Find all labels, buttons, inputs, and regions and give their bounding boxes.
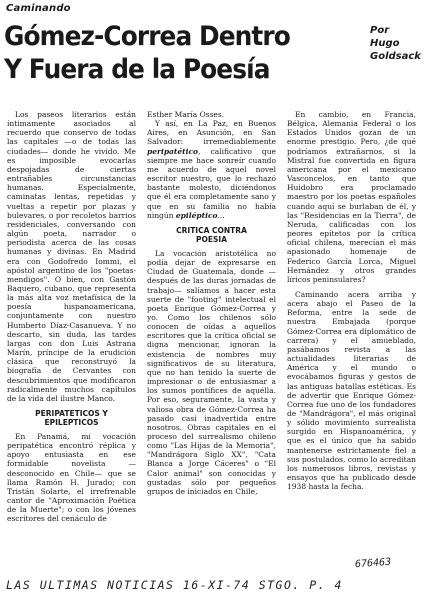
subheading-peripateticos bbox=[7, 409, 136, 427]
subheading-critica bbox=[147, 226, 276, 244]
byline-prefix: Por bbox=[370, 25, 390, 36]
emphasis-epileptico: epiléptico bbox=[175, 210, 218, 220]
headline-line-2: Y Fuera de la Poesía bbox=[4, 54, 270, 85]
text-run: Y así, en La Paz, en Buenos Aires, en Asunción, en San Salvador: irremediablemente bbox=[147, 119, 276, 147]
headline-line-1: Gómez-Correa Dentro bbox=[4, 21, 290, 52]
paragraph: Esther María Osses. bbox=[147, 110, 225, 119]
paragraph bbox=[147, 119, 276, 220]
archive-stamp: 676463 bbox=[354, 556, 392, 571]
byline-name-1: Hugo bbox=[370, 38, 400, 49]
subheading-line: PERIPATETICOS Y bbox=[35, 409, 108, 418]
paragraph: Caminando acera arriba y acera abajo el Paseo de la Reforma, entre la sede de nuestra Embajada (porque Gómez-Correa era diplomático de carrera) y el amueblado, pasábamos revista a las actualidades literarias de América y el mundo o evocábamos figuras y gestos de las antiguas batallas estéticas. Es de advertir que Enrique Gómez-Correa fue uno de los fundadores de "Mandrágora", el más original y sólido movimiento surrealista surgido en Hispanoamérica, y que es el único que ha sabido mantenerse estrictamente fiel a sus postulados, como lo acreditan los numerosos libros, revistas y ensayos que ha publicado desde 1938 hasta la fecha. bbox=[287, 289, 416, 492]
paragraph: La vocación aristotélica no podía dejar de expresarse en Ciudad de Guatemala, donde —después de las duras jornadas de trabajo— salíamos a hacer esta suerte de "footing" intelectual el poeta Enrique Gómez-Correa y yo. Como los chilenos sólo conocen de oídas a aquellos escritores que la crítica oficial se digna mencionar, ignoran la existencia de nombres muy significativos de su literatura, que no han tenido la suerte de impresionar o de entusiasmar a los sumos pontífices de aquélla. Por eso, seguramente, la vasta y valiosa obra de Gómez-Correa ha pasado casi inadvertida entre nosotros. Obras capitales en el proceso del surrealismo chileno como "Las Hijas de la Memoria", "Mandrágora Siglo XX", "Cata Blanca a Jorge Cáceres" o "El Calor animal" son conocidas y gustadas sólo por pequeños grupos de iniciados en Chile, bbox=[147, 248, 276, 496]
paragraph: En Panamá, mi vocación peripatética encontró réplica y apoyo entusiasta en ese formidable novelista —desconocido en Chile— que se llama Ramón H. Jurado; con Tristán Solarte, el irrefrenable cantor de "Aproximación Poética de la Muerte"; o con los jóvenes escritores del cenáculo de bbox=[7, 432, 136, 524]
article-column-1 bbox=[7, 110, 136, 560]
text-run: ... bbox=[217, 210, 225, 220]
subheading-line: POESIA bbox=[196, 234, 227, 244]
paragraph: En cambio, en Francia, Bélgica, Alemania Federal o los Estados Unidos gozan de un enorme prestigio. Pero, ¿de qué podríamos extrañarnos, si la Mistral fue convertida en figura americana por el mexicano Vasconcelos, en tanto que Huidobro era proclamado maestro por los poetas españoles cuando aquí se burlaban de él, y las "Residencias en la Tierra", de Neruda, calificadas con los peores epítetos por la crítica oficial chilena, merecían el más apasionado homenaje de Federico García Lorca, Miguel Hernández y otros grandes líricos peninsulares? bbox=[287, 110, 416, 284]
handwritten-source-note: LAS ULTIMAS NOTICIAS 16-XI-74 STGO. P. 4 bbox=[6, 578, 343, 592]
byline bbox=[360, 24, 422, 63]
text-run: , calificativo que siempre me hace sonreír cuando me acuerdo de aquel novel escritor nuestro, que lo rechazó bastante molesto, diciéndonos que él era completamente sano y que en su familia no había ningún bbox=[147, 146, 276, 220]
subheading-line: EPILEPTICOS bbox=[44, 418, 99, 427]
paragraph: Los paseos literarios están íntimamente asociados al recuerdo que conservo de todas las capitales —o de todas las ciudades— donde he vivido. Me es imposible evocarlas despojadas de ciertas entrañables circunstancias humanas. Especialmente, caminatas lentas, repetidas y vueltas a repetir por plazas y bulevares, o por recoletos barrios residenciales, conversando con algún poeta, narrador o periodista acerca de las cosas humanas y divinas. En Madrid era con Godofredo Iommi, el apóstol argentino de los "poetas-mendigos". O bien, con Gastón Baquero, cubano, que representa la más alta voz metafísica de la poesía hispanoamericana, conjuntamente con nuestro Humberto Díaz-Casanueva. Y no descarto, sin duda, las tardes largas con don Luis Astrana Marín, príncipe de la erudición clásica que reconstruyó la biografía de Cervantes con descubrimientos que modificaron radicalmente muchos capítulos de la vida del ilustre Manco. bbox=[7, 110, 136, 403]
article-column-3 bbox=[287, 110, 416, 560]
emphasis-peripatetico: peripatético bbox=[147, 146, 199, 156]
article-column-2 bbox=[147, 110, 276, 560]
subheading-line: CRITICA CONTRA bbox=[176, 225, 247, 235]
section-kicker: Caminando bbox=[6, 3, 71, 14]
byline-name-2: Goldsack bbox=[370, 51, 421, 62]
article-headline bbox=[4, 20, 321, 86]
